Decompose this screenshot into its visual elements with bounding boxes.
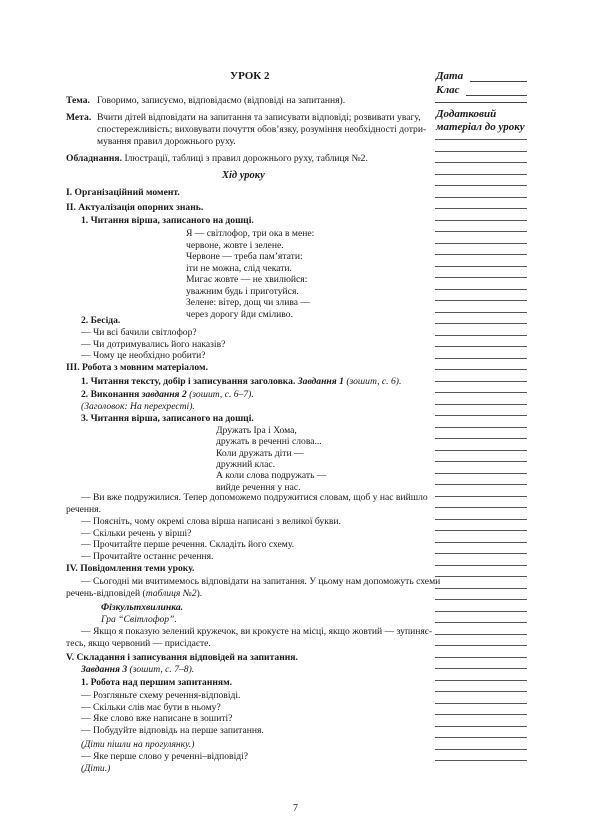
section-3-item-1 [81,376,401,388]
section-2-heading: II. Актуалізація опорних знань. [66,202,204,213]
class-label: Клас [436,84,460,96]
sidebar-writing-line [435,254,527,255]
poem-line: А коли слова подружать — [216,470,327,482]
tema-label: Тема. [66,95,90,106]
question-line: — Чому це необхідно робити? [81,350,206,362]
meta-line-3: мування правил дорожнього руху. [97,136,236,147]
poem-line: дружать в реченні слова... [216,436,322,448]
sidebar-writing-line [435,703,527,704]
lesson-title: УРОК 2 [230,70,270,82]
question-line: — Чи дотримувались його наказів? [81,338,226,350]
question-line: — Поясніть, чому окремі слова вірша написані з великої букви. [81,516,341,527]
section-4-heading: IV. Повідомлення теми уроку. [66,563,195,574]
section-3-item-3: 3. Читання вірша, записаного на дошці. [81,413,254,424]
section-5-heading: V. Складання і записування відповідей на запитання. [66,652,298,663]
section-3-item-1-ref: (зошит, с. 6). [346,376,402,387]
sidebar-writing-line [435,588,527,589]
meta-line-1: Вчити дітей відповідати на запитання та записувати відповіді; розвивати увагу, [97,112,421,123]
sidebar-writing-line [435,668,527,669]
sidebar-writing-line [435,139,527,140]
sidebar-writing-line [435,680,527,681]
sidebar-writing-line [435,645,527,646]
sidebar-writing-line [435,749,527,750]
sidebar-writing-line [435,657,527,658]
sidebar-writing-line [435,427,527,428]
equipment-label: Обладнання. [66,153,123,164]
equipment [66,153,368,165]
sidebar-writing-line [435,714,527,715]
after-poem-line-2: речення. [66,504,101,515]
sidebar-writing-line [435,277,527,278]
sidebar-writing-line [435,289,527,290]
sidebar-writing-line [435,576,527,577]
page-number: 7 [293,803,298,814]
section-2-item-2: 2. Бесіда. [81,315,121,326]
sidebar-separator [435,102,527,103]
sidebar-writing-line [435,760,527,761]
sidebar-writing-line [435,300,527,301]
question-line: — Розгляньте схему речення-відповіді. [81,690,241,701]
poem-line: дружний клас. [216,458,276,470]
sidebar-writing-line [435,358,527,359]
sidebar-writing-line [435,611,527,612]
sidebar-writing-line [435,312,527,313]
question-line: — Скільки речень у вірші? [81,527,192,539]
sidebar-writing-line [435,220,527,221]
class-line [466,95,527,96]
answer-note-2: (Діти.) [81,763,111,774]
sidebar-writing-line [435,599,527,600]
section-3-item-2-title: 2. Виконання [81,389,140,400]
section-5-item-1: 1. Робота над першим запитанням. [81,677,233,688]
extra-material-label-1: Додатковий [436,108,497,120]
headline-note: (Заголовок: На перехресті). [81,401,195,412]
sidebar-writing-line [435,415,527,416]
course-heading: Хід уроку [222,170,265,181]
section-1-heading: I. Організаційний момент. [66,187,180,198]
section-4-line-1: — Сьогодні ми вчитимемось відповідати на запитання. У цьому нам допоможуть схеми [81,576,441,587]
section-5-task-ref: (зошит, с. 7–8). [129,664,195,675]
sidebar-writing-line [435,243,527,244]
sidebar-writing-line [435,496,527,497]
sidebar-writing-line [435,151,527,152]
sidebar-writing-line [435,726,527,727]
sidebar-writing-line [435,369,527,370]
question-line: — Прочитайте останнє речення. [81,550,214,562]
sidebar-writing-line [435,450,527,451]
question-line: — Яке слово вже написане в зошиті? [81,713,233,725]
sidebar-writing-line [435,634,527,635]
section-5-task-name: Завдання 3 [81,664,128,675]
sidebar-writing-line [435,162,527,163]
sidebar-writing-line [435,208,527,209]
question-line: — Скільки слів має бути в ньому? [81,701,221,713]
poem-line: Зелене: вітер, дощ чи злива — [186,297,310,308]
game-name: Гра “Світлофор”. [101,614,177,625]
sidebar-writing-line [435,473,527,474]
physical-break-heading: Фізкультхвилинка. [101,602,184,613]
section-4-line-2-a: речень-відповідей ( [66,588,146,599]
sidebar-writing-line [435,392,527,393]
sidebar-writing-line [435,461,527,462]
sidebar-writing-line [435,346,527,347]
poem-line: червоне, жовте і зелене. [186,239,284,251]
sidebar-writing-line [435,381,527,382]
sidebar-writing-line [435,323,527,324]
poem-line: Дружать Іра і Хома, [216,425,297,436]
answer-note-1: (Діти пішли на прогулянку.) [81,739,195,750]
sidebar-writing-line [435,737,527,738]
section-3-item-1-title: 1. Читання тексту, добір і записування заголовка. [81,376,296,387]
sidebar-writing-line [435,622,527,623]
meta-line-2: спостережливість; виховувати почуття обов’язку, розуміння необхідності дотри- [97,124,427,135]
game-line-2: тесь, якщо червоний — присідаєте. [66,638,211,649]
first-word-question: — Яке перше слово у реченні–відповіді? [81,751,249,762]
sidebar-writing-line [435,565,527,566]
section-2-item-1: 1. Читання вірша, записаного на дошці. [81,215,254,226]
section-3-item-2-ref: (зошит, с. 6–7). [189,389,254,400]
poem-line: через дорогу йди сміливо. [186,308,293,320]
sidebar-writing-line [435,691,527,692]
equipment-text: Ілюстрації, таблиці з правил дорожнього руху, таблиця №2. [124,153,368,164]
section-5-task [81,664,194,676]
meta-label: Мета. [66,112,92,123]
sidebar-writing-line [435,519,527,520]
sidebar-writing-line [435,266,527,267]
sidebar-writing-line [435,484,527,485]
section-3-heading: III. Робота з мовним матеріалом. [66,362,208,373]
poem-line: Я — світлофор, три ока в мене: [186,228,315,239]
sidebar-writing-line [435,404,527,405]
sidebar-writing-line [435,438,527,439]
date-line [470,81,527,82]
question-line: — Чи всі бачили світлофор? [81,327,197,338]
game-line-1: — Якщо я показую зелений кружечок, ви крокуєте на місці, якщо жовтий — зупиняє- [81,626,433,637]
sidebar-writing-line [435,542,527,543]
date-label: Дата [436,70,464,82]
section-3-item-2 [81,389,254,401]
question-line: — Прочитайте перше речення. Складіть його схему. [81,539,295,551]
poem-line: вийде речення у нас. [216,481,301,493]
sidebar-writing-line [435,530,527,531]
tema-text: Говоримо, записуємо, відповідаємо (відповіді на запитання). [97,95,346,106]
table-reference: таблиця №2 [145,588,197,599]
section-3-item-2-task: завдання 2 [141,389,187,400]
after-poem-line-1: — Ви вже подружилися. Тепер допоможемо подружитися словам, щоб у нас вийшло [81,492,428,503]
sidebar-writing-line [435,174,527,175]
sidebar-writing-line [435,335,527,336]
sidebar-writing-line [435,553,527,554]
sidebar-writing-line [435,185,527,186]
question-line: — Побудуйте відповідь на перше запитання. [81,725,264,737]
poem-line: Червоне — треба пам’ятати: [186,251,303,262]
sidebar-writing-line [435,231,527,232]
sidebar-writing-line [435,507,527,508]
poem-line: іти не можна, слід чекати. [186,262,292,274]
section-4-line-2-b: ). [196,588,203,599]
poem-line: Мигає жовте — не хвилюйся: [186,274,308,285]
poem-line: уважним будь і приготуйся. [186,285,299,297]
extra-material-label-2: матеріал до уроку [436,121,525,133]
sidebar-writing-line [435,197,527,198]
section-4-line-2 [66,588,202,600]
section-3-item-1-task: Завдання 1 [297,376,344,387]
poem-line: Коли дружать діти — [216,447,304,459]
